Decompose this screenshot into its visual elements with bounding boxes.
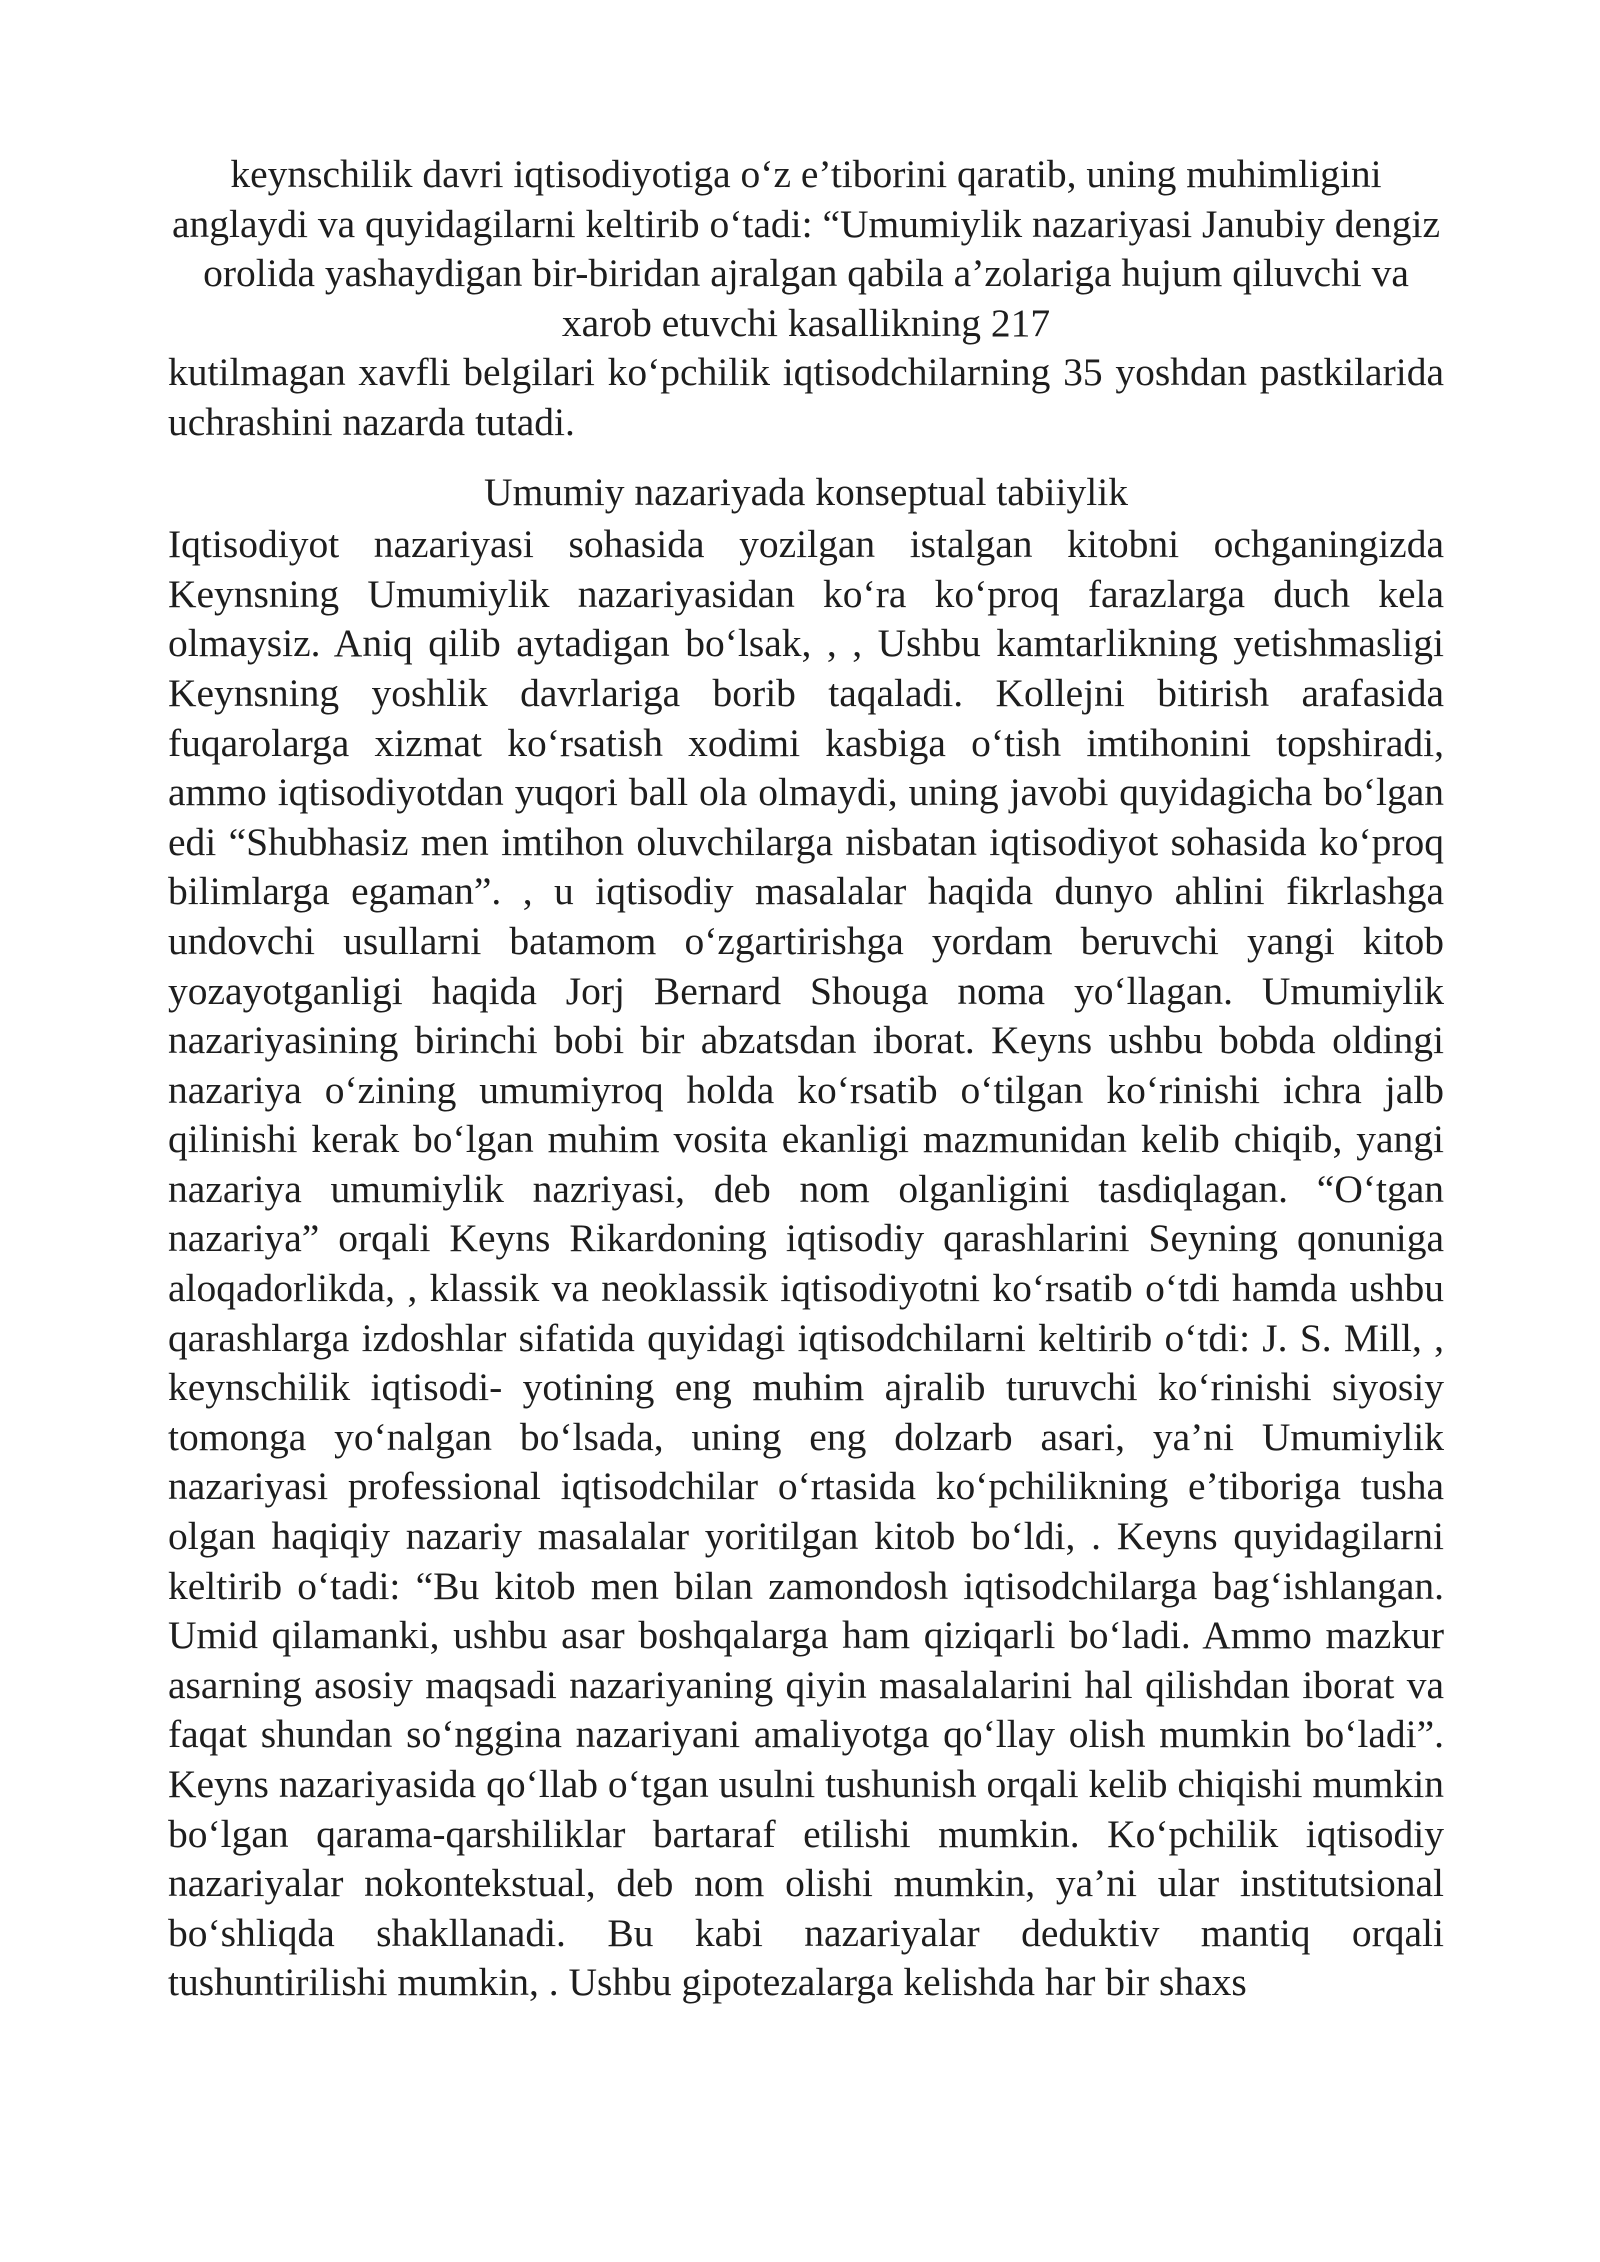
- section-heading: Umumiy nazariyada konseptual tabiiylik: [484, 469, 1128, 514]
- body-paragraph: Iqtisodiyot nazariyasi sohasida yozilgan istalgan kitobni ochganingizda Keynsning Umumiylik nazariyasidan ko‘ra ko‘proq farazlarga duch kela olmaysiz. Aniq qilib aytadigan bo‘lsak, , , Ushbu kamtarlikning yetishmasligi Keynsning yoshlik davrlariga borib taqaladi. Kollejni bitirish arafasida fuqarolarga xizmat ko‘rsatish xodimi kasbiga o‘tish imtihonini topshiradi, ammo iqtisodiyotdan yuqori ball ola olmaydi, uning javobi quyidagicha bo‘lgan edi “Shubhasiz men imtihon oluvchilarga nisbatan iqtisodiyot sohasida ko‘proq bilimlarga egaman”. , u iqtisodiy masalalar haqida dunyo ahlini fikrlashga undovchi usullarni batamom o‘zgartirishga yordam beruvchi yangi kitob yozayotganligi haqida Jorj Bernard Shouga noma yo‘llagan. Umumiylik nazariyasining birinchi bobi bir abzatsdan iborat. Keyns ushbu bobda oldingi nazariya o‘zining umumiyroq holda ko‘rsatib o‘tilgan ko‘rinishi ichra jalb qilinishi kerak bo‘lgan muhim vosita ekanligi mazmunidan kelib chiqib, yangi nazariya umumiylik nazriyasi, deb nom olganligini tasdiqlagan. “O‘tgan nazariya” orqali Keyns Rikardoning iqtisodiy qarashlarini Seyning qonuniga aloqadorlikda, , klassik va neoklassik iqtisodiyotni ko‘rsatib o‘tdi hamda ushbu qarashlarga izdoshlar sifatida quyidagi iqtisodchilarni keltirib o‘tdi: J. S. Mill, , keynschilik iqtisodi- yotining eng muhim ajralib turuvchi ko‘rinishi siyosiy tomonga yo‘nalgan bo‘lsada, uning eng dolzarb asari, ya’ni Umumiylik nazariyasi professional iqtisodchilar o‘rtasida ko‘pchilikning e’tiboriga tusha olgan haqiqiy nazariy masalalar yoritilgan kitob bo‘ldi, . Keyns quyidagilarni keltirib o‘tadi: “Bu kitob men bilan zamondosh iqtisodchilarga bag‘ishlangan. Umid qilamanki, ushbu asar boshqalarga ham qiziqarli bo‘ladi. Ammo mazkur asarning asosiy maqsadi nazariyaning qiyin masalalarini hal qilishdan iborat va faqat shundan so‘nggina nazariyani amaliyotga qo‘llay olish mumkin bo‘ladi”. Keyns nazariyasida qo‘llab o‘tgan usulni tushunish orqali kelib chiqishi mumkin bo‘lgan qarama-qarshiliklar bartaraf etilishi mumkin. Ko‘pchilik iqtisodiy nazariyalar nokontekstual, deb nom olishi mumkin, ya’ni ular institutsional bo‘shliqda shakllanadi. Bu kabi nazariyalar deduktiv mantiq orqali tushuntirilishi mumkin, . Ushbu gipotezalarga kelishda har bir shaxs: [168, 522, 1444, 2005]
- document-page: [168, 150, 1444, 2008]
- intro-centered-text: keynschilik davri iqtisodiyotiga o‘z e’tiborini qaratib, uning muhimligini anglaydi va quyidagilarni keltirib o‘tadi: “Umumiylik nazariyasi Janubiy dengiz orolida yashaydigan bir-biridan ajralgan qabila a’zolariga hujum qiluvchi va xarob etuvchi kasallikning 217: [171, 152, 1441, 345]
- intro-justified-text: kutilmagan xavfli belgilari ko‘pchilik iqtisodchilarning 35 yoshdan pastkilarida uchrashini nazarda tutadi.: [168, 350, 1444, 444]
